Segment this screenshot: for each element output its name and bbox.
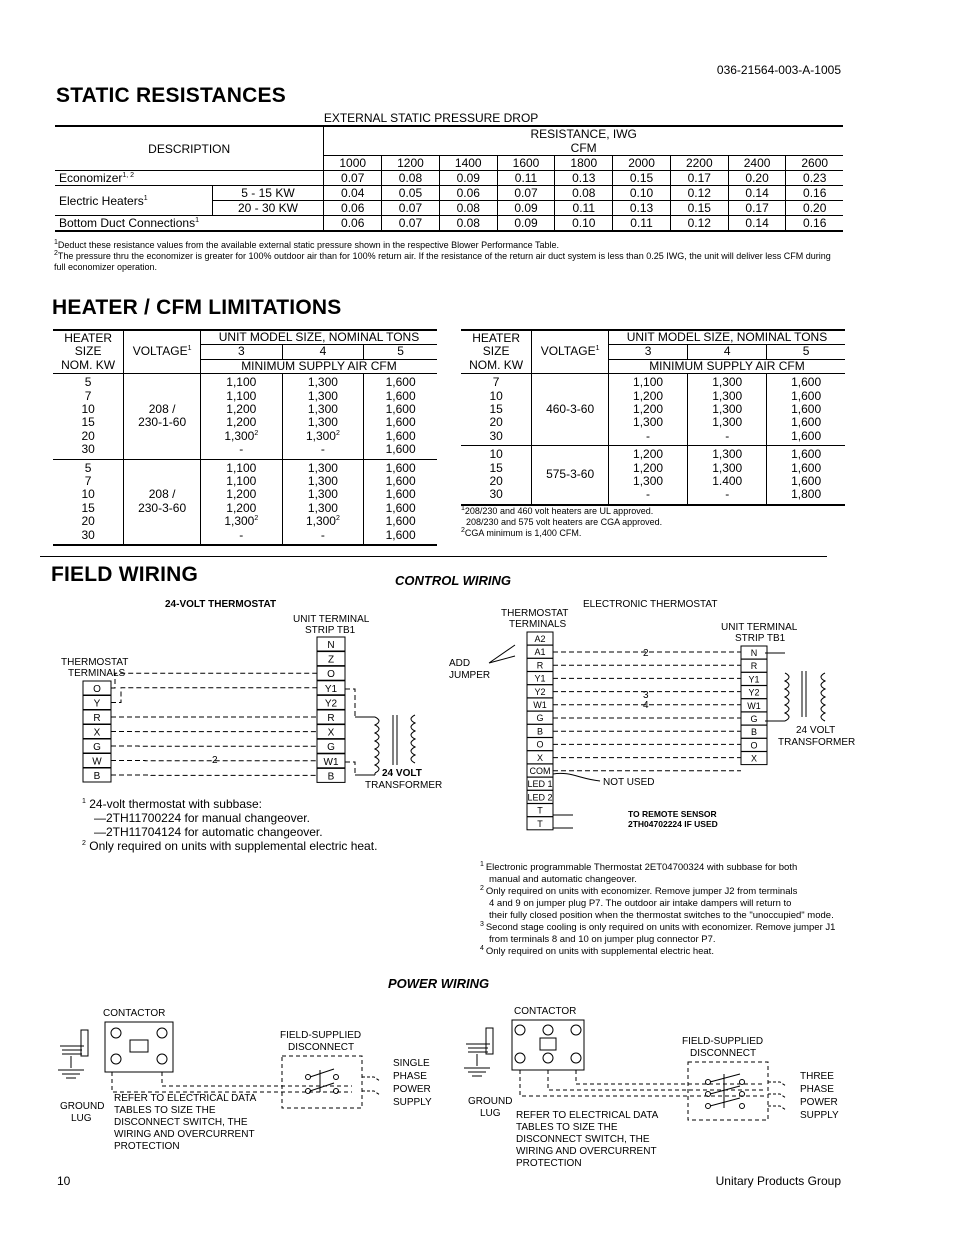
transformer-wire (345, 689, 355, 775)
static-footnote-2: The pressure thru the economizer is greater for 100% outdoor air than for 100% return air. If the resistance of the return air duct system is less than 0.25 IWG, the unit will deliver less CFM during full economizer operation. (54, 251, 831, 272)
heater-size-header: HEATER SIZE NOM. KW (61, 331, 116, 372)
footnote-ref: 1 (143, 194, 148, 202)
heater-note-3: CGA minimum is 1,400 CFM. (464, 528, 582, 538)
transformer-icon (355, 715, 415, 775)
resistance-value: 0.09 (497, 201, 555, 216)
thermostat-wiring-diagram (55, 593, 450, 803)
tons-header: 5 (364, 345, 437, 359)
resistance-value: 0.16 (786, 186, 843, 201)
thermostat-terminal-label: R (93, 713, 101, 724)
cfm-t5: 1,600 1,600 1,600 1,800 (767, 446, 845, 505)
single-phase-power-diagram (50, 1000, 450, 1160)
ground-label: GROUND (60, 1101, 105, 1112)
voltage-header: VOLTAGE$^1$ (532, 330, 609, 374)
right-wire-mark-3: 3 (643, 690, 649, 701)
voltage-value: 575-3-60 (532, 446, 609, 505)
electronic-terminal-label: LED 2 (527, 792, 553, 803)
right-unit-terminal-label: B (750, 727, 758, 738)
svg-text:PROTECTION: PROTECTION (516, 1158, 582, 1169)
supply-arrows-right (768, 1082, 786, 1110)
jumper-pointer (489, 645, 515, 663)
cfm-value: 1800 (555, 156, 613, 171)
resistance-value: 0.13 (555, 171, 613, 186)
unit-terminal-label: Y1 (324, 683, 338, 695)
right-wire-mark-2: 2 (643, 648, 649, 659)
voltage-value: 208 / 230-1-60 (124, 374, 201, 459)
thermostat-terminal-label: X (93, 727, 101, 739)
left-note-2: —2TH11700224 for manual changeover. (94, 811, 310, 825)
supply-label-1: SINGLE (393, 1058, 430, 1069)
cfm-value: 1200 (382, 156, 440, 171)
min-cfm-header: MINIMUM SUPPLY AIR CFM (200, 359, 437, 373)
svg-text:REFER TO ELECTRICAL DATA: REFER TO ELECTRICAL DATA (516, 1110, 659, 1121)
disconnect-switch-icon-right (688, 1062, 768, 1120)
svg-text:PROTECTION: PROTECTION (114, 1141, 180, 1152)
resistance-value: 0.16 (786, 216, 843, 232)
resistance-value: 0.06 (439, 186, 497, 201)
footnote-ref: 2 (480, 884, 486, 892)
svg-text:WIRING AND OVERCURRENT: WIRING AND OVERCURRENT (516, 1146, 657, 1157)
static-footnote-1: Deduct these resistance values from the available external static pressure shown in the respective Blower Performance Table. (57, 240, 559, 250)
row-label: Electric Heaters$^1$ (55, 186, 212, 216)
footnote-ref: 1 (595, 345, 600, 353)
contactor-icon-right (512, 1020, 584, 1070)
cfm-t3: 1,200 1,200 1,300 - (608, 446, 687, 505)
resistance-value: 0.20 (728, 171, 786, 186)
electronic-note-line: $^1$ Electronic programmable Thermostat 2ET04700324 with subbase for both (480, 860, 798, 873)
resistance-value: 0.10 (613, 186, 671, 201)
cfm-t5: 1,600 1,600 1,600 1,600 1,600 1,600 (364, 459, 437, 545)
control-wire (111, 673, 317, 688)
thermostat-terminals-label-2: TERMINALS (68, 668, 126, 679)
cfm-value: 1000 (324, 156, 382, 171)
svg-text:TABLES TO SIZE THE: TABLES TO SIZE THE (114, 1105, 216, 1116)
svg-text:REFER TO ELECTRICAL DATA: REFER TO ELECTRICAL DATA (114, 1093, 257, 1104)
transformer-label: 24 VOLT (382, 768, 422, 779)
power-wires-right (520, 1070, 764, 1096)
right-unit-terminal-label: Y2 (748, 687, 760, 698)
heater-cfm-title: HEATER / CFM LIMITATIONS (52, 296, 342, 319)
contactor-label: CONTACTOR (103, 1008, 166, 1019)
model-size-header: UNIT MODEL SIZE, NOMINAL TONS (200, 330, 437, 345)
contactor-label-right: CONTACTOR (514, 1006, 577, 1017)
electronic-terminal-label: X (536, 752, 544, 763)
remote-sensor-lines (553, 815, 573, 828)
switch-contacts (306, 1069, 339, 1094)
cfm-t4: 1,300 1,300 1,300 1,300 - (688, 374, 767, 446)
supply-right-4: SUPPLY (800, 1110, 839, 1121)
ground-lug-icon (58, 1030, 88, 1078)
right-unit-terminal-label: O (750, 740, 758, 751)
electronic-terminal-label: T (537, 818, 543, 829)
disconnect-label-2: DISCONNECT (288, 1042, 355, 1053)
unit-terminal-label: B (327, 771, 335, 783)
supply-right-2: PHASE (800, 1084, 834, 1095)
right-unit-terminal-label: R (750, 661, 758, 672)
tons-header: 4 (282, 345, 364, 359)
resistance-value: 0.15 (670, 201, 728, 216)
svg-text:WIRING AND OVERCURRENT: WIRING AND OVERCURRENT (114, 1129, 255, 1140)
unit-strip-label: STRIP TB1 (305, 625, 356, 636)
left-note-4: Only required on units with supplemental electric heat. (89, 839, 378, 853)
electronic-note-line: 4 and 9 on jumper plug P7. The outdoor air intake dampers will return to (489, 898, 792, 909)
cfm-t5: 1,600 1,600 1,600 1,600 1,600 (767, 374, 845, 446)
thermostat-terminal-label: B (93, 771, 101, 782)
add-jumper-label: ADD (449, 658, 471, 669)
three-phase-power-diagram (458, 1000, 858, 1170)
add-jumper-label-2: JUMPER (449, 670, 491, 681)
supply-right-1: THREE (800, 1071, 834, 1082)
kw-values: 5 7 10 15 20 30 (81, 375, 95, 457)
electronic-note-line: from terminals 8 and 10 on jumper plug connector P7. (489, 934, 716, 945)
resistance-value: 0.09 (439, 171, 497, 186)
svg-text:24-VOLT THERMOSTAT: 24-VOLT THERMOSTAT (165, 599, 277, 610)
electronic-terminal-label: COM (529, 766, 551, 776)
supply-arrows (362, 1077, 380, 1095)
electronic-note-line: $^3$ Second stage cooling is only required on units with economizer. Remove jumper J1 (480, 920, 836, 933)
model-size-header: UNIT MODEL SIZE, NOMINAL TONS (608, 330, 845, 345)
unit-terminal-label: UNIT TERMINAL (293, 614, 370, 625)
disconnect-label-right: FIELD-SUPPLIED (682, 1036, 764, 1047)
voltage-header: VOLTAGE$^1$ (124, 330, 201, 374)
resistance-value: 0.12 (670, 186, 728, 201)
left-note-1: 24-volt thermostat with subbase: (89, 797, 263, 811)
tons-header: 3 (608, 345, 687, 359)
right-unit-terminal-label: G (750, 714, 758, 724)
ground-lug-icon-right (464, 1028, 493, 1076)
resistance-value: 0.13 (613, 201, 671, 216)
kw-values: 10 15 20 30 (489, 447, 503, 502)
cfm-value: 1600 (497, 156, 555, 171)
static-footnotes: $^1$Deduct these resistance values from the available external static pressure shown in the respective Blower Performance Table. $^2$The pressure thru the economizer is greater for 100% outdoor air than for 100% return air. If the resistance of the return air duct system is less than 0.25 IWG, the unit will deliver less CFM during full economizer operation. (54, 239, 831, 272)
electronic-note-line: $^4$ Only required on units with supplemental electric heat. (480, 944, 714, 957)
thermostat-terminal-label: G (93, 742, 101, 753)
resistance-value: 0.14 (728, 186, 786, 201)
right-transformer-label: 24 VOLT (796, 725, 836, 736)
electronic-terminal-label: Y1 (534, 673, 546, 684)
svg-text:TABLES TO SIZE THE: TABLES TO SIZE THE (516, 1122, 618, 1133)
static-resistance-table (55, 111, 843, 232)
heater-cfm-table-right (461, 329, 845, 506)
resistance-value: 0.08 (439, 201, 497, 216)
not-used-label: NOT USED (603, 777, 655, 788)
cfm-value: 1400 (439, 156, 497, 171)
cfm-t3: 1,100 1,200 1,200 1,300 - (608, 374, 687, 446)
right-terminals-label-2: TERMINALS (509, 619, 567, 630)
resistance-value: 0.15 (613, 171, 671, 186)
right-unit-terminal-label: UNIT TERMINAL (721, 622, 798, 633)
field-wiring-title: FIELD WIRING (51, 563, 199, 586)
footnote-ref: 2 (335, 515, 340, 523)
electronic-terminal-label: A2 (534, 634, 546, 644)
cfm-t5: 1,600 1,600 1,600 1,600 1,600 1,600 (364, 374, 437, 459)
control-wire (111, 688, 317, 703)
ground-label-right: GROUND (468, 1096, 513, 1107)
tons-header: 4 (688, 345, 767, 359)
thermostat-terminal-label: Y (93, 698, 101, 710)
voltage-value: 208 / 230-3-60 (124, 459, 201, 545)
unit-terminal-label: W1 (323, 756, 339, 768)
cfm-t4: 1,300 1,300 1.400 - (688, 446, 767, 505)
ground-label-right-2: LUG (480, 1108, 501, 1119)
tons-header: 3 (200, 345, 282, 359)
resistance-value: 0.11 (497, 171, 555, 186)
tons-header: 5 (767, 345, 845, 359)
cfm-value: 2400 (728, 156, 786, 171)
resistance-value: 0.07 (382, 216, 440, 232)
footnote-ref: 2 (254, 429, 259, 437)
refer-text-right (516, 1110, 659, 1169)
section-divider (40, 556, 827, 557)
unit-terminal-label: R (327, 713, 335, 724)
disconnect-label-right-2: DISCONNECT (690, 1048, 757, 1059)
electronic-note-line: their fully closed position when the thermostat switches to the "unoccupied" mode. (489, 910, 834, 921)
electronic-terminal-label: LED 1 (527, 779, 553, 790)
heater-note-1: 208/230 and 460 volt heaters are UL approved. (464, 506, 654, 516)
resistance-value: 0.14 (728, 216, 786, 232)
electronic-thermostat-title: ELECTRONIC THERMOSTAT (583, 599, 718, 610)
control-wiring-title: CONTROL WIRING (395, 573, 512, 588)
electronic-terminal-label: B (536, 726, 544, 737)
cfm-value: 2000 (613, 156, 671, 171)
footnote-ref: 2 (254, 515, 259, 523)
wire-mark-2: 2 (212, 755, 218, 766)
row-label: Bottom Duct Connections$^1$ (59, 216, 199, 230)
supply-label-4: SUPPLY (393, 1097, 432, 1108)
svg-text:DISCONNECT SWITCH, THE: DISCONNECT SWITCH, THE (114, 1117, 248, 1128)
footnote-ref: 2 (335, 429, 340, 437)
footnote-ref: 3 (480, 920, 486, 928)
right-transformer-label-2: TRANSFORMER (778, 737, 856, 748)
electronic-thermostat-wiring-diagram (445, 593, 860, 838)
kw-values: 5 7 10 15 20 30 (81, 460, 95, 542)
resistance-value: 0.08 (555, 186, 613, 201)
footnote-ref: 1 (480, 860, 486, 868)
footnote-ref: 1, 2 (122, 172, 135, 179)
kw-values: 7 10 15 20 30 (489, 375, 503, 443)
not-used-pointer (553, 773, 600, 781)
electronic-terminal-label: Y2 (534, 686, 546, 697)
cfm-value: 2200 (670, 156, 728, 171)
document-number: 036-21564-003-A-1005 (716, 63, 841, 77)
resistance-value: 0.17 (728, 201, 786, 216)
resistance-value: 0.17 (670, 171, 728, 186)
resistance-value: 0.06 (324, 201, 382, 216)
resistance-value: 0.11 (613, 216, 671, 232)
remote-sensor-label-2: 2TH04702224 IF USED (628, 819, 718, 829)
unit-terminal-label: O (327, 669, 335, 681)
electronic-terminal-label: W1 (533, 700, 547, 710)
electronic-terminal-label: R (536, 660, 544, 671)
resistance-value: 0.12 (670, 216, 728, 232)
resistance-value: 0.06 (324, 216, 382, 232)
heater-note-2: 208/230 and 575 volt heaters are CGA approved. (466, 517, 663, 527)
thermostat-title (165, 599, 276, 610)
right-unit-terminal-label: X (750, 753, 758, 764)
resistance-value: 0.07 (324, 171, 382, 186)
thermostat-terminal-label: O (93, 684, 101, 695)
electronic-terminal-label: T (537, 805, 543, 816)
contactor-icon (105, 1022, 173, 1072)
supply-label-2: PHASE (393, 1071, 427, 1082)
unit-terminal-label: Z (327, 654, 335, 666)
footnote-ref: 1 (187, 345, 192, 353)
cfm-value: 2600 (786, 156, 843, 171)
electronic-note-line: manual and automatic changeover. (489, 874, 637, 885)
cfm-t4: 1,300 1,300 1,300 1,300 1,300$^2$ - (282, 374, 364, 459)
min-cfm-header: MINIMUM SUPPLY AIR CFM (608, 359, 845, 373)
disconnect-switch-icon (282, 1056, 362, 1108)
heater-size-header: HEATER SIZE NOM. KW (469, 331, 524, 372)
right-unit-terminal-label: W1 (747, 700, 761, 711)
cfm-t4: 1,300 1,300 1,300 1,300 1,300$^2$ - (282, 459, 364, 545)
resistance-value: 0.08 (382, 171, 440, 186)
remote-sensor-label: TO REMOTE SENSOR (628, 809, 717, 819)
footnote-ref: 4 (480, 944, 486, 952)
right-wiring-notes (480, 862, 860, 958)
ground-label-2: LUG (71, 1113, 92, 1124)
electronic-terminal-label: A1 (534, 647, 546, 658)
footnote-ref: 1 (195, 217, 199, 224)
resistance-value: 0.09 (497, 216, 555, 232)
resistance-value: 0.07 (497, 186, 555, 201)
right-terminals-label: THERMOSTAT (501, 608, 569, 619)
resistance-value: 0.10 (555, 216, 613, 232)
unit-terminal-label: Y2 (324, 698, 338, 710)
right-unit-terminal-label: N (750, 648, 758, 658)
resistance-header: RESISTANCE, IWG (324, 126, 843, 141)
cfm-header: CFM (324, 141, 843, 156)
unit-terminal-label: X (327, 727, 335, 739)
right-transformer-icon (765, 653, 825, 721)
heater-notes: $^1$208/230 and 460 volt heaters are UL approved. 208/230 and 575 volt heaters are CGA approved. $^2$CGA minimum is 1,400 CFM. (461, 505, 663, 538)
refer-text (114, 1093, 257, 1152)
resistance-value: 0.07 (382, 201, 440, 216)
supply-right-3: POWER (800, 1097, 838, 1108)
kw-range: 20 - 30 KW (212, 201, 324, 216)
disconnect-label: FIELD-SUPPLIED (280, 1030, 362, 1041)
resistance-value: 0.05 (382, 186, 440, 201)
supply-label-3: POWER (393, 1084, 431, 1095)
right-wire-mark-4: 4 (643, 700, 649, 711)
resistance-value: 0.11 (555, 201, 613, 216)
power-wiring-title: POWER WIRING (388, 976, 490, 991)
heater-cfm-table-left (53, 329, 437, 546)
left-wiring-notes: $^1$ 24-volt thermostat with subbase: —2TH11700224 for manual changeover. —2TH11704124 for automatic changeover. $^2$ Only required on units with supplemental electric heat. (82, 797, 378, 853)
static-resistances-title: STATIC RESISTANCES (56, 84, 286, 107)
static-caption: EXTERNAL STATIC PRESSURE DROP (323, 111, 539, 125)
transformer-label-2: TRANSFORMER (365, 780, 443, 791)
svg-text:DISCONNECT SWITCH, THE: DISCONNECT SWITCH, THE (516, 1134, 650, 1145)
right-unit-terminal-label: Y1 (748, 674, 760, 685)
cfm-t3: 1,100 1,100 1,200 1,200 1,300$^2$ - (200, 374, 282, 459)
left-note-3: —2TH11704124 for automatic changeover. (94, 825, 323, 839)
thermostat-terminals-label: THERMOSTAT (61, 657, 129, 668)
description-header: DESCRIPTION (55, 126, 324, 171)
resistance-value: 0.20 (786, 201, 843, 216)
switch-contacts-right (706, 1074, 745, 1109)
resistance-value: 0.23 (786, 171, 843, 186)
company-name: Unitary Products Group (715, 1174, 841, 1188)
right-unit-strip-label: STRIP TB1 (735, 633, 786, 644)
unit-terminal-label: N (327, 640, 335, 651)
resistance-value: 0.08 (439, 216, 497, 232)
kw-range: 5 - 15 KW (212, 186, 324, 201)
thermostat-terminal-label: W (92, 756, 102, 768)
row-label: Economizer$^{1, 2}$ (59, 171, 135, 185)
cfm-t3: 1,100 1,100 1,200 1,200 1,300$^2$ - (200, 459, 282, 545)
page-number: 10 (57, 1174, 71, 1188)
unit-terminal-label: G (327, 742, 335, 754)
electronic-terminal-label: O (536, 739, 544, 750)
electronic-terminal-label: G (536, 713, 544, 724)
resistance-value: 0.04 (324, 186, 382, 201)
electronic-note-line: $^2$ Only required on units with economizer. Remove jumper J2 from terminals (480, 884, 798, 897)
voltage-value: 460-3-60 (532, 374, 609, 446)
